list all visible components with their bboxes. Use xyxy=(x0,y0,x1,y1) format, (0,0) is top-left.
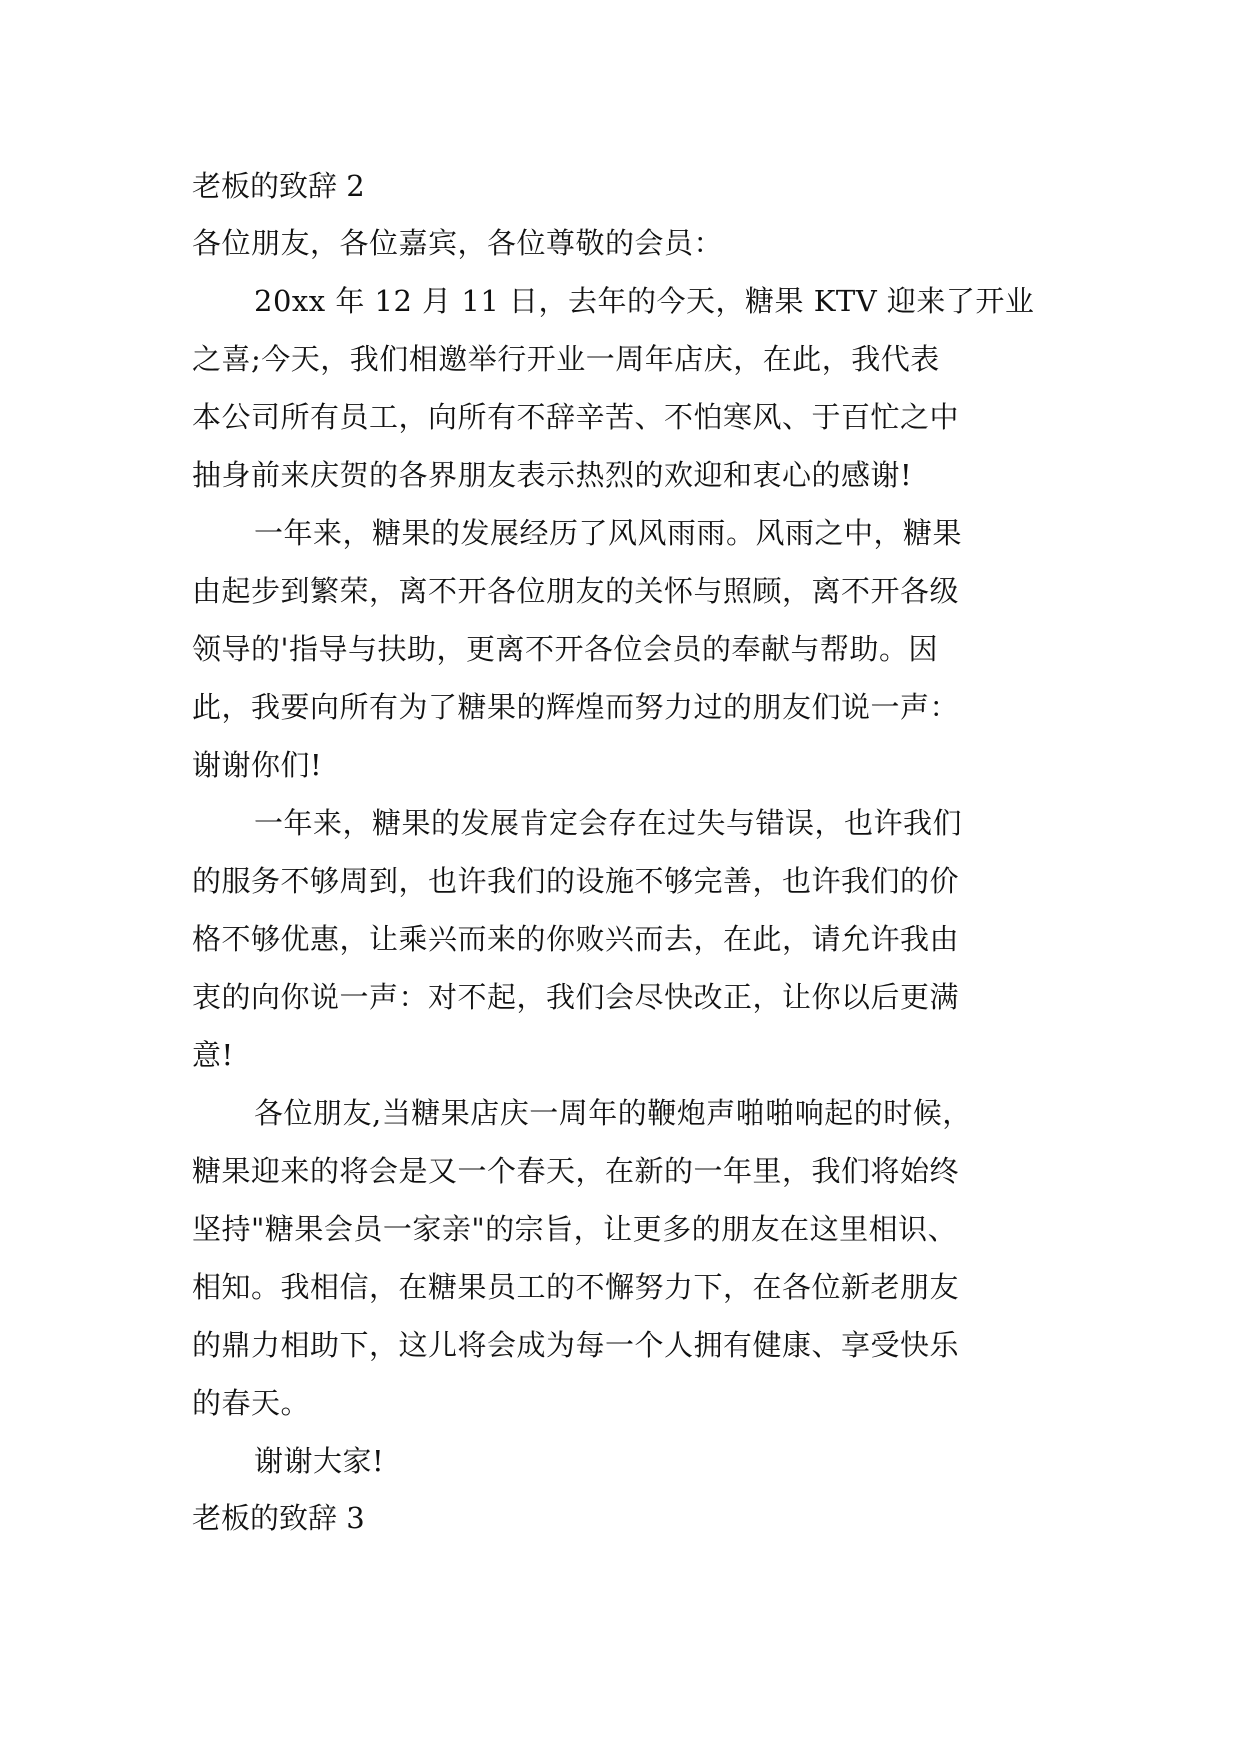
paragraph-1 xyxy=(192,272,1052,504)
document-body xyxy=(192,158,1052,1546)
paragraph-line: 糖果迎来的将会是又一个春天，在新的一年里，我们将始终 xyxy=(192,1154,960,1188)
paragraph-line: 一年来，糖果的发展肯定会存在过失与错误，也许我们 xyxy=(254,806,963,840)
paragraph-line: 的服务不够周到，也许我们的设施不够完善，也许我们的价 xyxy=(192,864,960,898)
paragraph-line: 的鼎力相助下，这儿将会成为每一个人拥有健康、享受快乐 xyxy=(192,1328,960,1362)
paragraph-line: 此，我要向所有为了糖果的辉煌而努力过的朋友们说一声： xyxy=(192,690,960,724)
paragraph-3 xyxy=(192,794,1052,1084)
paragraph-line: 格不够优惠，让乘兴而来的你败兴而去，在此，请允许我由 xyxy=(192,922,960,956)
paragraph-line: 坚持"糖果会员一家亲"的宗旨，让更多的朋友在这里相识、 xyxy=(192,1212,958,1246)
paragraph-line: 领导的'指导与扶助，更离不开各位会员的奉献与帮助。因 xyxy=(192,632,938,666)
section-heading-3: 老板的致辞 3 xyxy=(192,1501,365,1535)
paragraph-line: 相知。我相信，在糖果员工的不懈努力下，在各位新老朋友 xyxy=(192,1270,960,1304)
paragraph-line: 的春天。 xyxy=(192,1386,311,1420)
paragraph-4 xyxy=(192,1084,1052,1432)
paragraph-line: 衷的向你说一声：对不起，我们会尽快改正，让你以后更满 xyxy=(192,980,960,1014)
salutation: 各位朋友，各位嘉宾，各位尊敬的会员： xyxy=(192,226,724,260)
paragraph-line: 抽身前来庆贺的各界朋友表示热烈的欢迎和衷心的感谢! xyxy=(192,458,913,492)
section-heading-2: 老板的致辞 2 xyxy=(192,169,365,203)
paragraph-5 xyxy=(192,1432,1052,1490)
paragraph-line: 之喜;今天，我们相邀举行开业一周年店庆，在此，我代表 xyxy=(192,342,940,376)
paragraph-line: 一年来，糖果的发展经历了风风雨雨。风雨之中，糖果 xyxy=(254,516,963,550)
paragraph-line: 意! xyxy=(192,1038,234,1072)
closing-thanks: 谢谢大家! xyxy=(254,1444,385,1478)
paragraph-line: 本公司所有员工，向所有不辞辛苦、不怕寒风、于百忙之中 xyxy=(192,400,960,434)
paragraph-line: 谢谢你们! xyxy=(192,748,323,782)
paragraph-line: 由起步到繁荣，离不开各位朋友的关怀与照顾，离不开各级 xyxy=(192,574,960,608)
paragraph-line: 20xx 年 12 月 11 日，去年的今天，糖果 KTV 迎来了开业 xyxy=(254,284,1035,318)
paragraph-2 xyxy=(192,504,1052,794)
paragraph-line: 各位朋友,当糖果店庆一周年的鞭炮声啪啪响起的时候， xyxy=(254,1096,972,1130)
